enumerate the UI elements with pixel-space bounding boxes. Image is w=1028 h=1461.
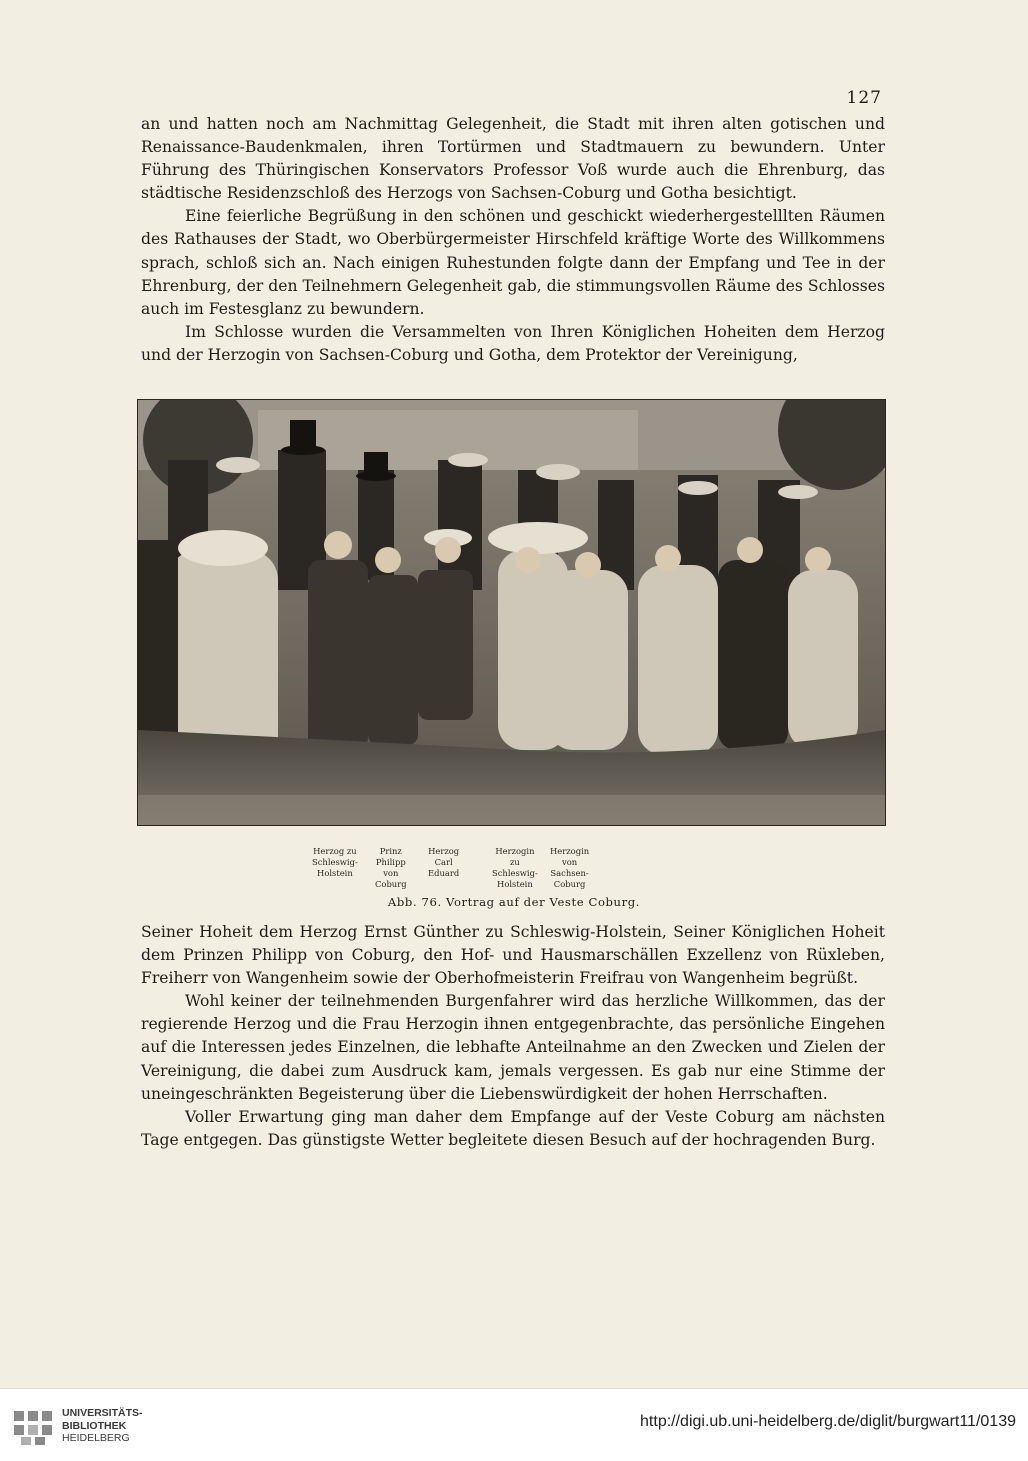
paragraph: an und hatten noch am Nachmittag Gelegenheit, die Stadt mit ihren alten gotischen und Renaissance-Baudenkmalen, ihren Tortürmen und Stadtmauern zu bewundern. Unter Führung des Thüringischen Konservators Professor Voß wurde auch die Ehrenburg, das städtische Residenzschloß des Herzogs von Sachsen-Coburg und Gotha besichtigt.: [141, 115, 885, 203]
name-label-line: Coburg: [375, 879, 407, 889]
name-label-line: Eduard: [428, 868, 460, 878]
body-text-top: [141, 113, 885, 367]
name-label-line: Schleswig-: [492, 868, 538, 878]
paragraph: Im Schlosse wurden die Versammelten von Ihren Königlichen Hoheiten dem Herzog und der Herzogin von Sachsen-Coburg und Gotha, dem Protektor der Vereinigung,: [141, 322, 885, 364]
name-label-line: zu: [509, 857, 520, 867]
paragraph: Voller Erwartung ging man daher dem Empfange auf der Veste Coburg am nächsten Tage entgegen. Das günstigste Wetter begleitete diesen Besuch auf der hochragenden Burg.: [141, 1107, 885, 1149]
name-label-line: von: [561, 857, 578, 867]
name-label-line: Holstein: [497, 879, 533, 889]
photo-illustration: [138, 400, 885, 825]
university-library-logo-icon: [12, 1407, 56, 1447]
institution-name: [62, 1407, 143, 1445]
name-label-line: Philipp: [375, 857, 406, 867]
name-label-line: Carl: [434, 857, 453, 867]
figure-caption: Abb. 76. Vortrag auf der Veste Coburg.: [387, 895, 641, 909]
name-label-line: Herzog: [428, 846, 460, 856]
name-label-line: Herzogin: [495, 846, 535, 856]
paragraph: Eine feierliche Begrüßung in den schönen und geschickt wiederhergestelllten Räumen des Rathauses der Stadt, wo Oberbürgermeister Hirschfeld kräftige Worte des Willkommens sprach, schloß sich an. Nach einigen Ruhestunden folgte dann der Empfang und Tee in der Ehrenburg, der den Teilnehmern Gelegenheit gab, die stimmungsvollen Räume des Schlosses auch im Festesglanz zu bewundern.: [141, 207, 885, 318]
paragraph: Wohl keiner der teilnehmenden Burgenfahrer wird das herzliche Willkommen, das der regierende Herzog und die Frau Herzogin ihnen entgegenbrachte, das persönliche Eingehen auf die Interessen jedes Einzelnen, die lebhafte Anteilnahme an den Zwecken und Zielen der Vereinigung, die dabei zum Ausdruck kam, jemals vergessen. Es gab nur eine Stimme der uneingeschränkten Begeisterung über die Liebenswürdigkeit der hohen Herrschaften.: [141, 992, 885, 1103]
name-label: [312, 846, 358, 879]
institution-line: UNIVERSITÄTS-: [62, 1407, 143, 1419]
name-label-line: Holstein: [317, 868, 353, 878]
photo-name-labels: [300, 846, 640, 894]
name-label-line: Herzogin: [550, 846, 590, 856]
name-label-line: Herzog zu: [313, 846, 357, 856]
name-label-line: Coburg: [553, 879, 586, 889]
paragraph: Seiner Hoheit dem Herzog Ernst Günther zu Schleswig-Holstein, Seiner Königlichen Hoheit dem Prinzen Philipp von Coburg, den Hof- und Hausmarschällen Exzellenz von Rüxleben, Freiherr von Wangenheim sowie der Oberhofmeisterin Freifrau von Wangenheim begrüßt.: [141, 923, 885, 988]
institution-line: HEIDELBERG: [62, 1432, 130, 1444]
name-label: [550, 846, 589, 890]
name-label: [492, 846, 538, 890]
name-label-line: Sachsen-: [550, 868, 589, 878]
institution-line: BIBLIOTHEK: [62, 1419, 127, 1432]
name-label-line: Schleswig-: [312, 857, 358, 867]
source-url-link[interactable]: http://digi.ub.uni-heidelberg.de/diglit/burgwart11/0139: [640, 1413, 1016, 1430]
body-text-bottom: [141, 921, 885, 1152]
name-label-line: von: [383, 868, 399, 878]
library-footer: [0, 1388, 1028, 1461]
name-label: [428, 846, 459, 879]
name-label: [375, 846, 407, 890]
page-number: 127: [846, 88, 882, 108]
name-label-line: Prinz: [379, 846, 402, 856]
photograph-garden-lecture: [137, 399, 886, 826]
